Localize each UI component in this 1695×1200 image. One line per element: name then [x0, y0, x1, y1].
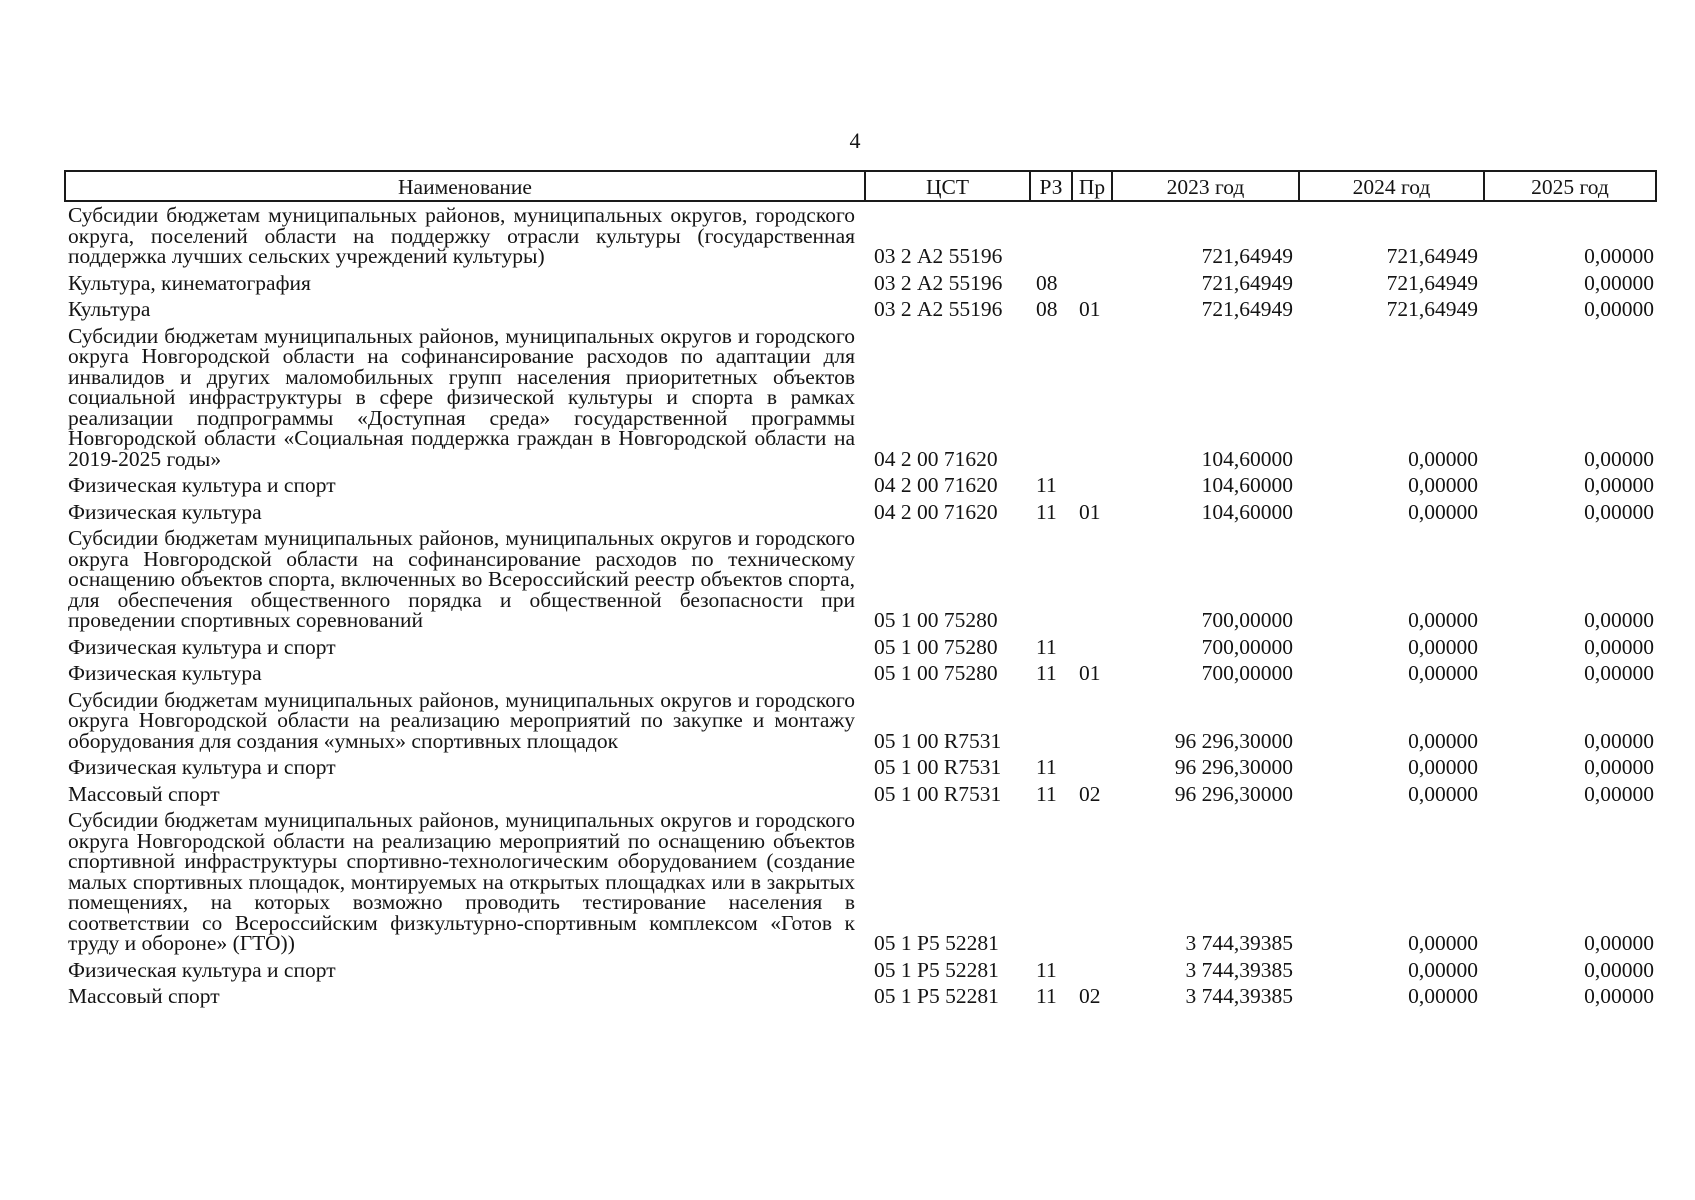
row-value-2024: 0,00000: [1408, 957, 1478, 982]
row-name: Массовый спорт: [68, 984, 220, 1008]
row-value-2025: 0,00000: [1584, 608, 1654, 632]
row-cst: 05 1 00 R7531: [874, 755, 1002, 779]
table-row: [65, 299, 1656, 326]
row-pr: [1072, 757, 1112, 784]
row-value-2023: 721,64949: [1201, 270, 1293, 295]
row-pr: [1072, 810, 1112, 960]
row-name: Субсидии бюджетам муниципальных районов, муниципальных округов и городского округа Новгородской области на софинансирование расходов по техническому оснащению объектов спорта, включенных во Всероссийский реестр объектов спорта, для обеспечения общественного порядка и общественной безопасности при проведении спортивных соревнований: [68, 526, 855, 632]
row-value-2023: 104,60000: [1201, 446, 1293, 471]
row-rz: 11: [1036, 781, 1057, 806]
row-value-2024: 0,00000: [1408, 473, 1478, 497]
row-value-2024: 0,00000: [1408, 931, 1478, 955]
row-rz: [1030, 201, 1072, 273]
row-value-2024: 721,64949: [1386, 270, 1478, 295]
header-rz: РЗ: [1030, 171, 1072, 201]
header-2024: 2024 год: [1299, 171, 1484, 201]
row-cst: 05 1 00 R7531: [874, 728, 1002, 753]
row-value-2023: 104,60000: [1201, 473, 1293, 497]
row-value-2025: 0,00000: [1584, 728, 1654, 753]
row-value-2024: 0,00000: [1408, 728, 1478, 753]
row-name: Культура: [68, 297, 151, 321]
row-cst: 04 2 00 71620: [874, 499, 998, 524]
row-value-2023: 700,00000: [1201, 634, 1293, 659]
row-rz: 11: [1036, 499, 1057, 524]
row-cst: 04 2 00 71620: [874, 473, 998, 497]
row-pr: [1072, 201, 1112, 273]
row-name: Физическая культура и спорт: [68, 473, 336, 497]
row-value-2024: 0,00000: [1408, 984, 1478, 1008]
row-rz: 11: [1036, 634, 1057, 659]
table-header: [65, 171, 1656, 201]
table-row: [65, 986, 1656, 1013]
row-name: Субсидии бюджетам муниципальных районов, муниципальных округов и городского округа Новгородской области на софинансирование расходов по адаптации для инвалидов и других маломобильных групп населения приоритетных объектов социальной инфраструктуры в сфере физической культуры и спорта в рамках реализации подпрограммы «Доступная среда» государственной программы Новгородской области «Социальная поддержка граждан в Новгородской области на 2019-2025 годы»: [68, 323, 855, 471]
row-value-2025: 0,00000: [1584, 661, 1654, 685]
table-row: [65, 502, 1656, 529]
row-cst: 05 1 00 75280: [874, 634, 998, 659]
row-cst: 03 2 А2 55196: [874, 297, 1003, 321]
row-value-2024: 0,00000: [1408, 661, 1478, 685]
row-value-2025: 0,00000: [1584, 446, 1654, 471]
page-number: 4: [849, 128, 861, 153]
row-value-2023: 96 296,30000: [1174, 781, 1293, 806]
table-row: [65, 201, 1656, 273]
row-rz: 08: [1036, 270, 1058, 295]
row-rz: [1030, 810, 1072, 960]
row-value-2025: 0,00000: [1584, 755, 1654, 779]
table-body: [65, 201, 1656, 1013]
row-pr: [1072, 637, 1112, 664]
row-cst: 05 1 P5 52281: [874, 931, 999, 955]
row-pr: [1072, 475, 1112, 502]
table-row: [65, 757, 1656, 784]
row-rz: 11: [1036, 984, 1057, 1008]
table-row: [65, 784, 1656, 811]
row-value-2025: 0,00000: [1584, 297, 1654, 321]
table-row: [65, 960, 1656, 987]
row-rz: 11: [1036, 755, 1057, 779]
row-value-2023: 96 296,30000: [1174, 755, 1293, 779]
row-name: Субсидии бюджетам муниципальных районов, муниципальных округов, городского округа, поселений области на поддержку отрасли культуры (государственная поддержка лучших сельских учреждений культуры): [68, 203, 855, 268]
row-value-2023: 721,64949: [1201, 244, 1293, 268]
row-rz: [1030, 326, 1072, 476]
row-cst: 03 2 А2 55196: [874, 244, 1003, 268]
table-row: [65, 475, 1656, 502]
row-value-2025: 0,00000: [1584, 984, 1654, 1008]
row-name: Физическая культура и спорт: [68, 755, 336, 779]
table-row: [65, 326, 1656, 476]
row-value-2025: 0,00000: [1584, 244, 1654, 268]
row-value-2024: 0,00000: [1408, 781, 1478, 806]
row-cst: 05 1 P5 52281: [874, 957, 999, 982]
header-2023: 2023 год: [1112, 171, 1299, 201]
row-pr: [1072, 960, 1112, 987]
row-value-2024: 0,00000: [1408, 608, 1478, 632]
row-value-2023: 3 744,39385: [1185, 984, 1293, 1008]
row-pr: [1072, 690, 1112, 758]
row-name: Физическая культура: [68, 661, 262, 685]
table-row: [65, 637, 1656, 664]
budget-table: [64, 170, 1657, 1013]
row-pr: [1072, 528, 1112, 637]
row-value-2025: 0,00000: [1584, 473, 1654, 497]
row-name: Физическая культура и спорт: [68, 634, 336, 659]
row-value-2025: 0,00000: [1584, 634, 1654, 659]
row-pr: 02: [1079, 781, 1101, 806]
row-value-2023: 3 744,39385: [1185, 931, 1293, 955]
row-pr: [1072, 326, 1112, 476]
table-row: [65, 690, 1656, 758]
row-cst: 04 2 00 71620: [874, 446, 998, 471]
row-value-2023: 700,00000: [1201, 608, 1293, 632]
row-name: Физическая культура: [68, 499, 262, 524]
row-rz: 11: [1036, 473, 1057, 497]
row-value-2024: 721,64949: [1386, 297, 1478, 321]
header-cst: ЦСТ: [865, 171, 1030, 201]
row-value-2025: 0,00000: [1584, 270, 1654, 295]
row-value-2024: 721,64949: [1386, 244, 1478, 268]
row-value-2025: 0,00000: [1584, 957, 1654, 982]
row-name: Субсидии бюджетам муниципальных районов, муниципальных округов и городского округа Новгородской области на реализацию мероприятий по закупке и монтажу оборудования для создания «умных» спортивных площадок: [68, 687, 855, 753]
row-cst: 05 1 00 75280: [874, 661, 998, 685]
row-rz: 08: [1036, 297, 1058, 321]
header-pr: Пр: [1072, 171, 1112, 201]
row-cst: 05 1 00 75280: [874, 608, 998, 632]
row-rz: 11: [1036, 661, 1057, 685]
row-value-2023: 3 744,39385: [1185, 957, 1293, 982]
table-row: [65, 663, 1656, 690]
header-name: Наименование: [65, 171, 865, 201]
row-pr: [1072, 273, 1112, 300]
row-cst: 05 1 00 R7531: [874, 781, 1002, 806]
row-rz: [1030, 690, 1072, 758]
row-name: Культура, кинематография: [68, 270, 311, 295]
row-value-2023: 96 296,30000: [1174, 728, 1293, 753]
row-value-2025: 0,00000: [1584, 499, 1654, 524]
row-name: Физическая культура и спорт: [68, 957, 336, 982]
row-value-2024: 0,00000: [1408, 499, 1478, 524]
row-pr: 01: [1079, 499, 1101, 524]
row-value-2023: 700,00000: [1201, 661, 1293, 685]
row-value-2025: 0,00000: [1584, 781, 1654, 806]
row-pr: 01: [1079, 661, 1101, 685]
row-pr: 01: [1079, 297, 1101, 321]
row-rz: [1030, 528, 1072, 637]
row-value-2024: 0,00000: [1408, 755, 1478, 779]
row-value-2023: 721,64949: [1201, 297, 1293, 321]
row-cst: 05 1 P5 52281: [874, 984, 999, 1008]
header-2025: 2025 год: [1484, 171, 1656, 201]
row-name: Массовый спорт: [68, 781, 220, 806]
row-value-2024: 0,00000: [1408, 446, 1478, 471]
row-value-2023: 104,60000: [1201, 499, 1293, 524]
row-value-2025: 0,00000: [1584, 931, 1654, 955]
table-row: [65, 273, 1656, 300]
row-rz: 11: [1036, 957, 1057, 982]
row-cst: 03 2 А2 55196: [874, 270, 1003, 295]
row-pr: 02: [1079, 984, 1101, 1008]
table-row: [65, 528, 1656, 637]
row-name: Субсидии бюджетам муниципальных районов, муниципальных округов и городского округа Новгородской области на реализацию мероприятий по оснащению объектов спортивной инфраструктуры спортивно-технологическим оборудованием (создание малых спортивных площадок, монтируемых на открытых площадках или в закрытых помещениях, на которых возможно проводить тестирование населения в соответствии со Всероссийским физкультурно-спортивным комплексом «Готов к труду и обороне» (ГТО)): [68, 808, 855, 955]
row-value-2024: 0,00000: [1408, 634, 1478, 659]
table-row: [65, 810, 1656, 960]
